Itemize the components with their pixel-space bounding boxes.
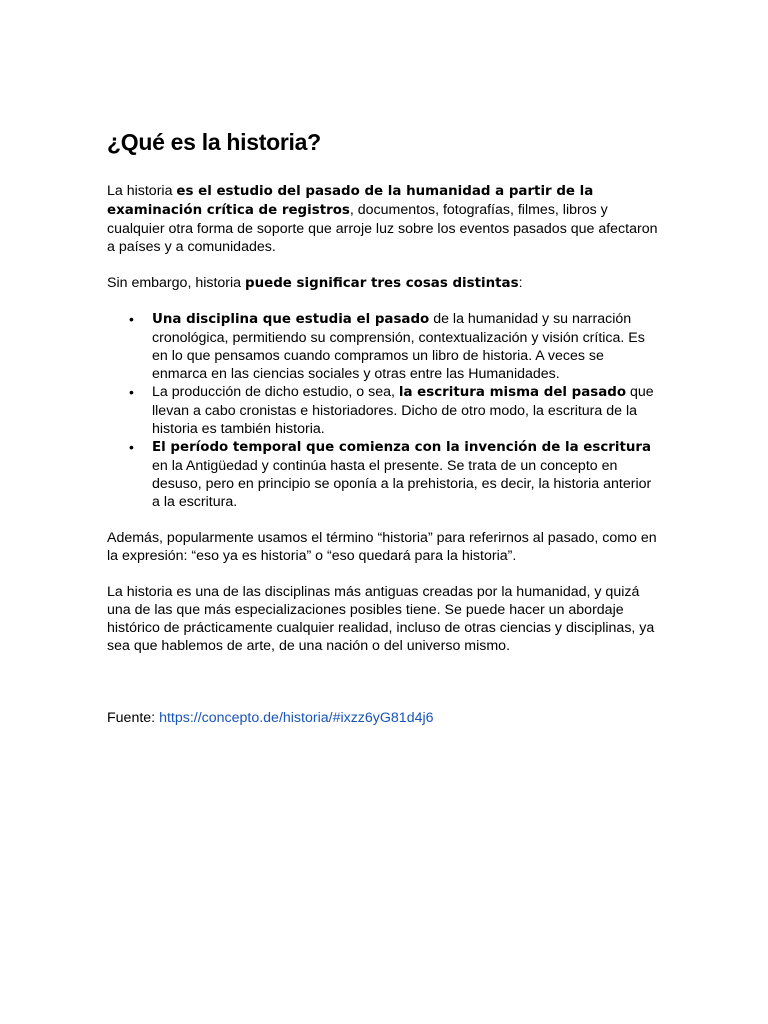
meanings-list [107,310,663,511]
sin-embargo-text-2: : [518,275,523,291]
antiguas-paragraph: La historia es una de las disciplinas más antiguas creadas por la humanidad, y quizá una de las que más especializaciones posibles tiene. Se puede hacer un abordaje histórico de prácticamente cualquier realidad, incluso de otras ciencias y disciplinas, ya sea que hablemos de arte, de una nación o del universo mismo. [107,584,655,654]
list-item [107,383,663,438]
list-item-bold: Una disciplina que estudia el pasado [152,312,430,327]
list-item [107,310,663,383]
list-item-text: en la Antigüedad y continúa hasta el presente. Se trata de un concepto en desuso, pero en principio se oponía a la prehistoria, es decir, la historia anterior a la escritura. [152,458,652,510]
sin-embargo-bold-text: puede significar tres cosas distintas [245,276,519,291]
bullet-icon: • [129,439,134,455]
source-link[interactable]: https://concepto.de/historia/#ixzz6yG81d4j6 [159,710,434,726]
page-title: ¿Qué es la historia? [107,129,321,155]
sin-embargo-text-1: Sin embargo, historia [107,275,246,291]
bullet-icon: • [129,384,134,400]
intro-bold-text: es el estudio del pasado de la humanidad a partir de la examinación crítica de registros [107,184,594,218]
list-item-bold: la escritura misma del pasado [398,385,627,400]
list-item-bold: El período temporal que comienza con la invención de la escritura [152,440,652,455]
bullet-icon: • [129,311,134,327]
list-item [107,438,663,511]
list-item-text-pre: La producción de dicho estudio, o sea, [152,384,399,400]
sin-embargo-paragraph [107,274,663,293]
source-line [107,709,663,727]
list-item-text: de la humanidad y su narración cronológica, permitiendo su comprensión, contextualización y visión crítica. Es en lo que pensamos cuando compramos un libro de historia. A veces se enmarca en las ciencias sociales y otras entre las Humanidades. [152,311,645,382]
intro-text-1: La historia [107,183,177,199]
intro-text-2: , documentos, fotografías, filmes, libros y cualquier otra forma de soporte que arroje luz sobre los eventos pasados que afectaron a países y a comunidades. [107,202,658,255]
ademas-paragraph: Además, popularmente usamos el término “historia” para referirnos al pasado, como en la expresión: “eso ya es historia” o “eso quedará para la historia”. [107,530,657,564]
source-label: Fuente: [107,710,160,726]
list-item-text: que llevan a cabo cronistas e historiadores. Dicho de otro modo, la escritura de la historia es también historia. [152,384,654,437]
intro-paragraph [107,182,663,256]
document-content [107,126,663,727]
